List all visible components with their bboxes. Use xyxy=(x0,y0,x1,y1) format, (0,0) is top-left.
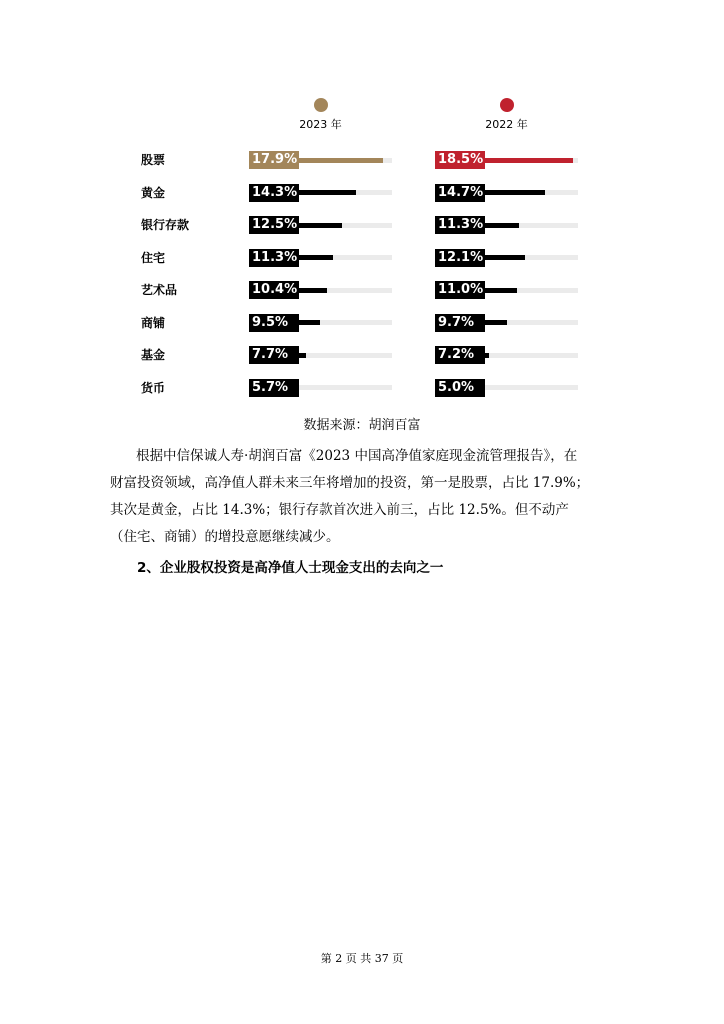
value-label: 12.5% xyxy=(249,216,299,234)
legend-label: 2023 年 xyxy=(299,118,342,131)
category-label: 基金 xyxy=(141,348,166,362)
legend-dot xyxy=(314,98,328,112)
value-label: 14.7% xyxy=(435,184,485,202)
value-label: 5.7% xyxy=(249,379,299,397)
category-label: 商铺 xyxy=(141,315,166,330)
value-label: 17.9% xyxy=(249,151,299,169)
value-label: 10.4% xyxy=(249,281,299,299)
value-label: 11.0% xyxy=(435,281,485,299)
value-label: 18.5% xyxy=(435,151,485,169)
category-label: 股票 xyxy=(141,153,166,167)
category-label: 住宅 xyxy=(141,250,166,265)
page-footer: 第 2 页 共 37 页 xyxy=(320,952,404,965)
value-label: 14.3% xyxy=(249,184,299,202)
body-paragraph xyxy=(110,443,620,551)
value-label: 5.0% xyxy=(435,379,485,397)
section-heading: 2、企业股权投资是高净值人士现金支出的去向之一 xyxy=(137,560,444,576)
value-label: 11.3% xyxy=(435,216,485,234)
category-label: 银行存款 xyxy=(141,218,190,232)
legend-label: 2022 年 xyxy=(485,118,528,131)
data-source: 数据来源：胡润百富 xyxy=(303,418,421,433)
category-label: 货币 xyxy=(141,380,166,395)
category-label: 黄金 xyxy=(141,185,166,200)
value-label: 12.1% xyxy=(435,249,485,267)
value-label: 7.2% xyxy=(435,346,485,364)
paragraph-line: 根据中信保诚人寿·胡润百富《2023 中国高净值家庭现金流管理报告》，在 xyxy=(136,448,578,464)
value-label: 11.3% xyxy=(249,249,299,267)
investment-chart xyxy=(0,0,724,420)
paragraph-line: 财富投资领域，高净值人群未来三年将增加的投资，第一是股票，占比 17.9%； xyxy=(110,475,590,491)
legend-dot xyxy=(500,98,514,112)
paragraph-line: （住宅、商铺）的增投意愿继续减少。 xyxy=(110,529,340,545)
paragraph-line: 其次是黄金，占比 14.3%；银行存款首次进入前三，占比 12.5%。但不动产 xyxy=(110,502,569,518)
value-label: 9.7% xyxy=(435,314,485,332)
category-label: 艺术品 xyxy=(141,283,178,297)
value-label: 7.7% xyxy=(249,346,299,364)
value-label: 9.5% xyxy=(249,314,299,332)
